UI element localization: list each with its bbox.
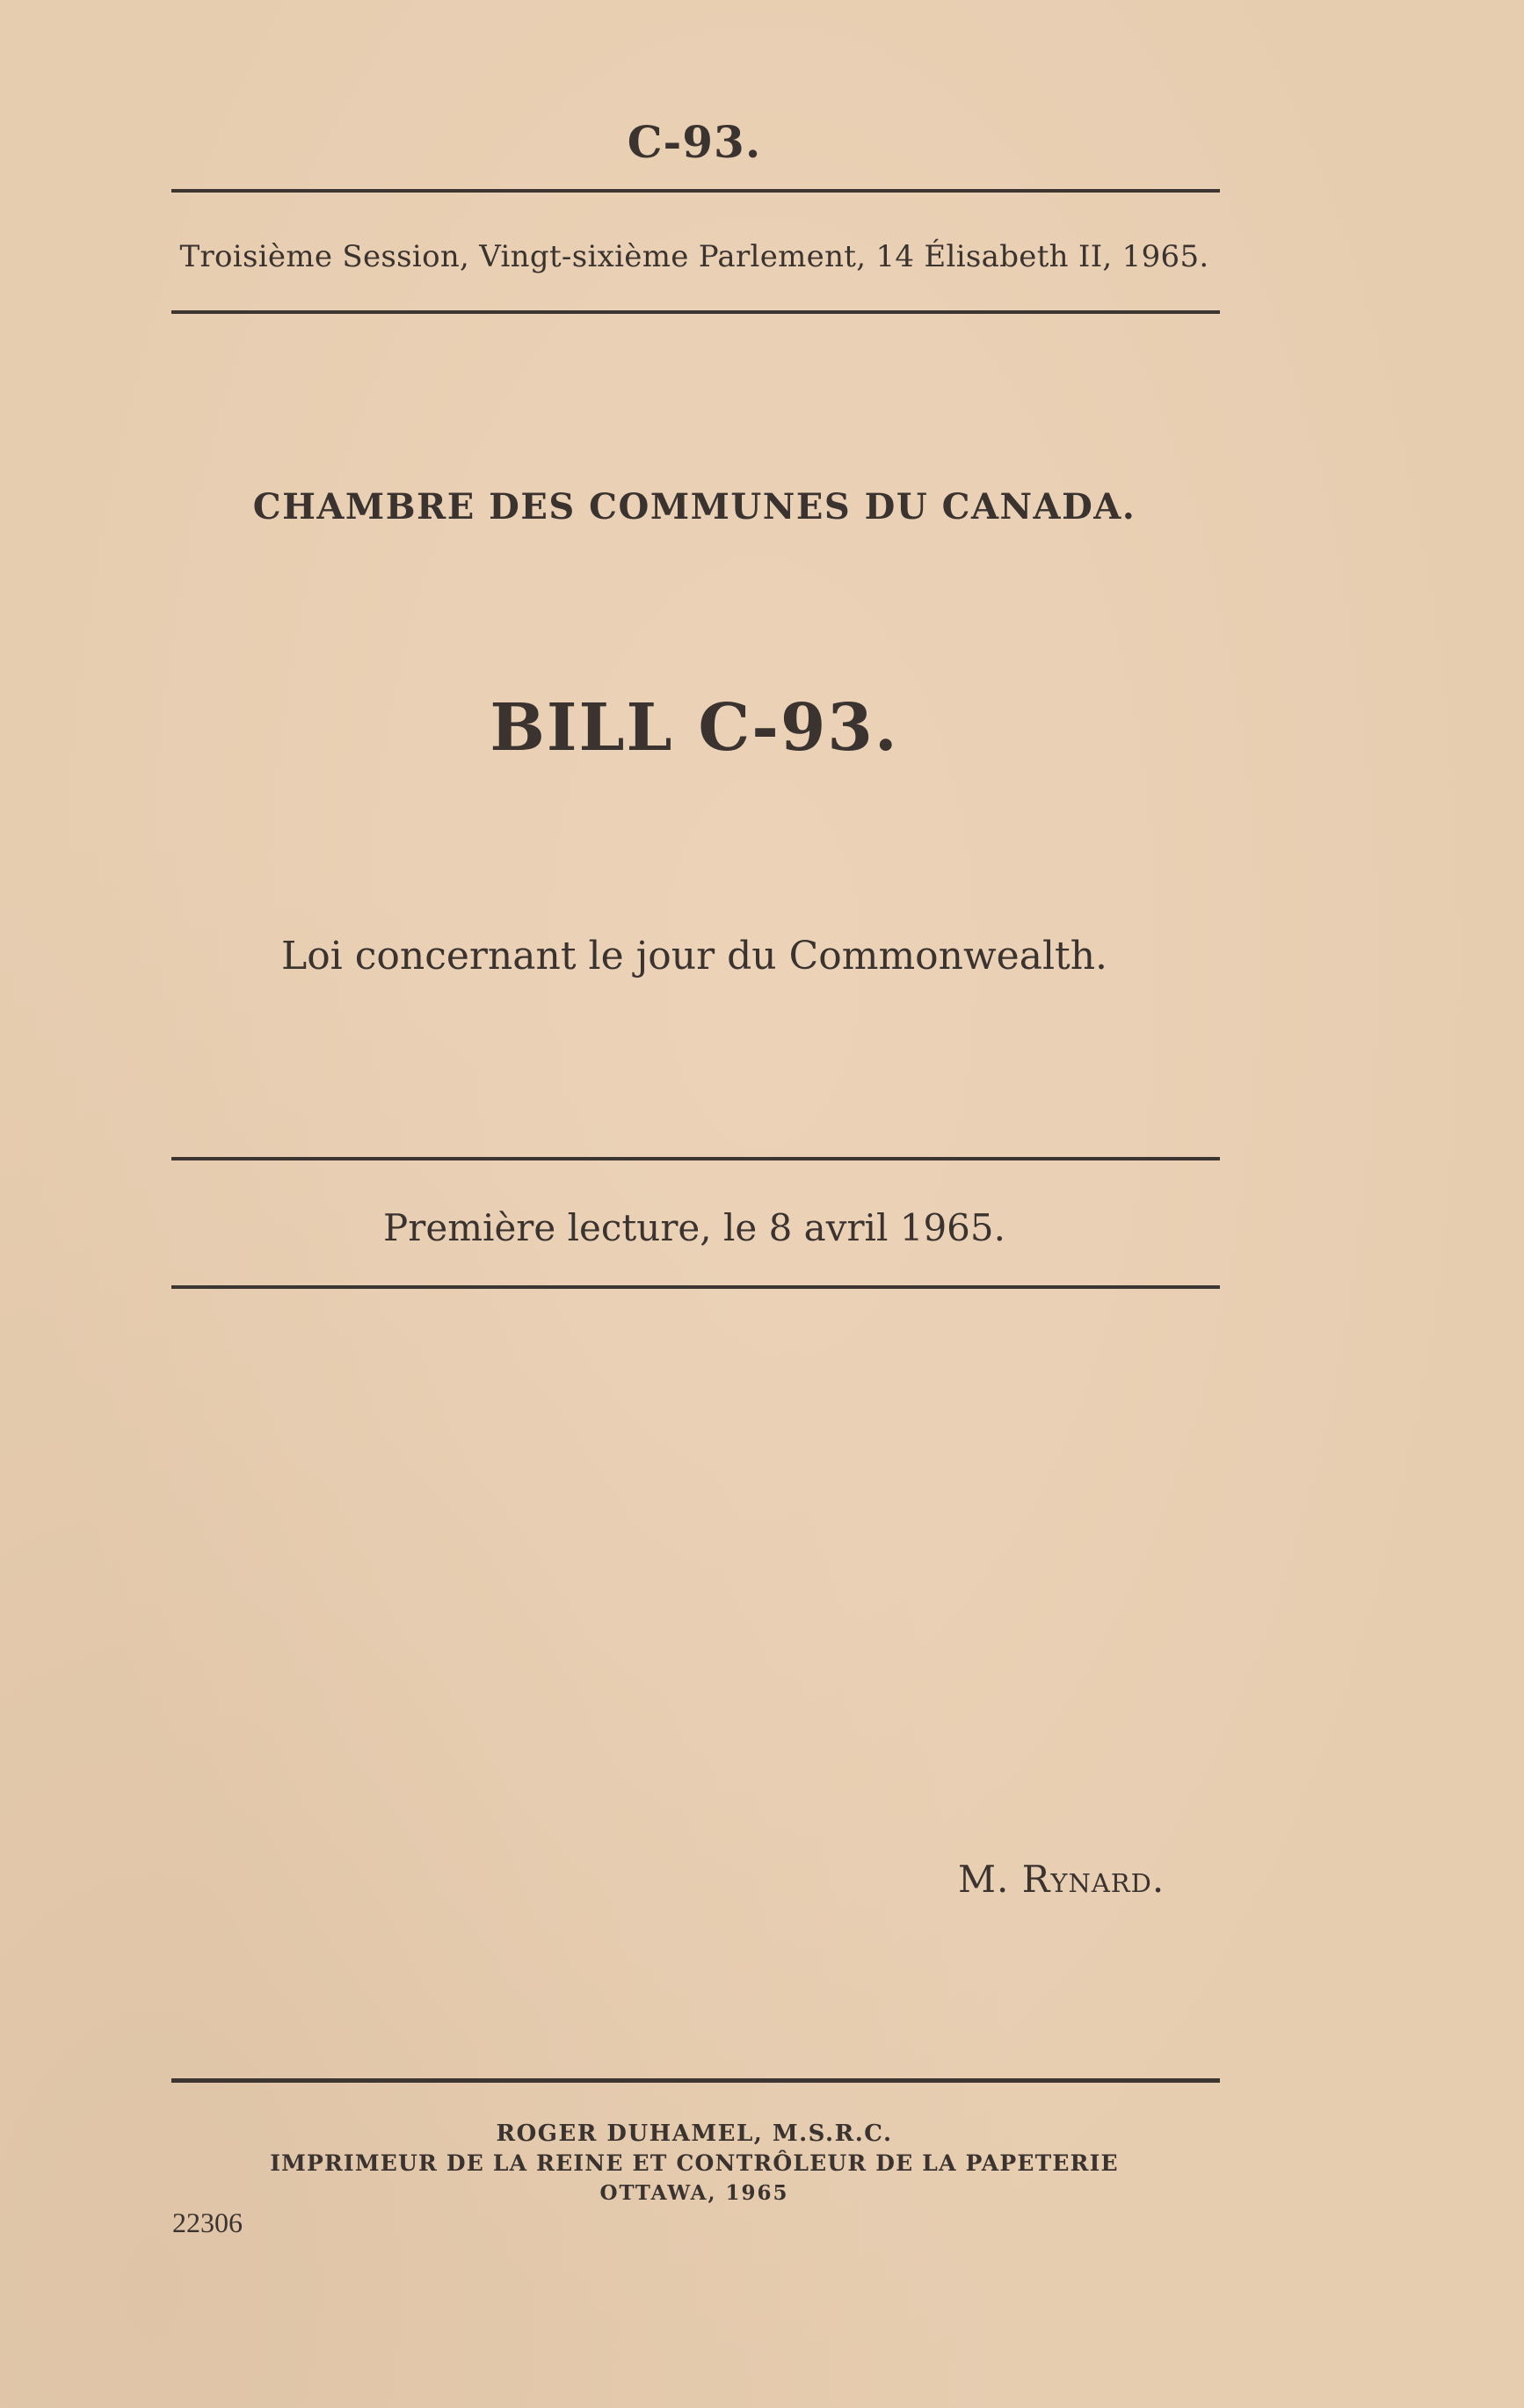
mid-rule-1 [171, 1157, 1220, 1160]
act-title: Loi concernant le jour du Commonwealth. [280, 934, 1108, 978]
sponsor-surname: Rynard. [1021, 1858, 1165, 1901]
printer-city-year: OTTAWA, 1965 [599, 2181, 789, 2205]
session-line: Troisième Session, Vingt-sixième Parlement, 14 Élisabeth II, 1965. [179, 239, 1209, 274]
mid-rule-2 [171, 1285, 1220, 1289]
top-rule-1 [171, 189, 1220, 193]
bottom-rule [171, 2078, 1220, 2083]
sponsor-prefix: M. [958, 1858, 1010, 1901]
printer-role: IMPRIMEUR DE LA REINE ET CONTRÔLEUR DE LA PAPETERIE [270, 2150, 1119, 2176]
first-reading-line: Première lecture, le 8 avril 1965. [383, 1206, 1005, 1249]
printer-name: ROGER DUHAMEL, M.S.R.C. [496, 2121, 893, 2147]
document-number: 22306 [172, 2207, 243, 2238]
printer-imprint [0, 2119, 1389, 2208]
chamber-heading: CHAMBRE DES COMMUNES DU CANADA. [252, 486, 1136, 527]
sponsor-name [958, 1858, 1165, 1901]
bill-number-header: C-93. [627, 116, 762, 168]
bill-title: BILL C-93. [490, 690, 899, 766]
top-rule-2 [171, 310, 1220, 314]
